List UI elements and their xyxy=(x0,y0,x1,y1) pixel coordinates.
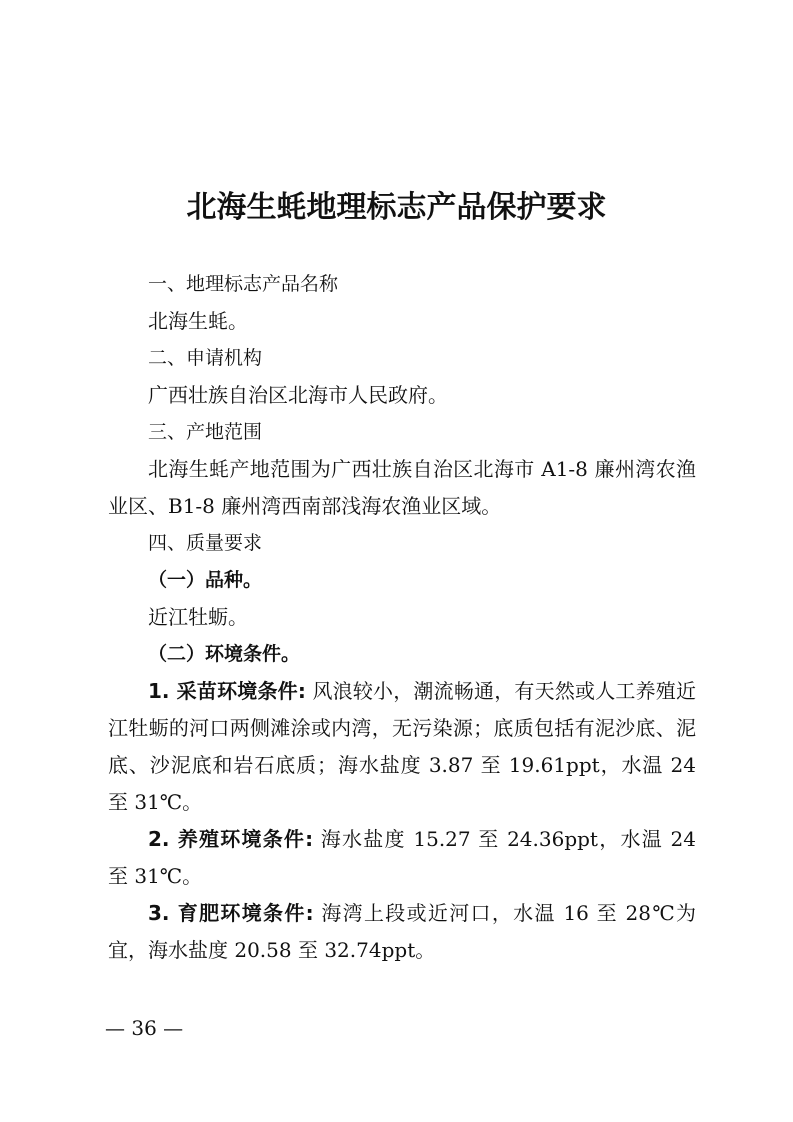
document-title: 北海生蚝地理标志产品保护要求 xyxy=(186,190,607,225)
section-heading: 三、产地范围 xyxy=(148,421,263,443)
section-heading: 四、质量要求 xyxy=(148,532,263,554)
list-item xyxy=(108,821,696,895)
subsection-heading: （二）环境条件。 xyxy=(148,643,301,665)
item-text: 海水盐度 15.27 至 24.36ppt，水温 24 至 31℃。 xyxy=(108,827,696,888)
section-text: 北海生蚝。 xyxy=(148,309,248,333)
section-heading: 二、申请机构 xyxy=(148,347,263,369)
document-body xyxy=(108,266,696,969)
item-lead: 2. 养殖环境条件: xyxy=(148,827,314,851)
item-text: 风浪较小，潮流畅通，有天然或人工养殖近江牡蛎的河口两侧滩涂或内湾，无污染源；底质包括有泥沙底、泥底、沙泥底和岩石底质；海水盐度 3.87 至 19.61ppt，水温 24 至 31℃。 xyxy=(108,679,697,814)
section-text: 北海生蚝产地范围为广西壮族自治区北海市 A1-8 廉州湾农渔业区、B1-8 廉州湾西南部浅海农渔业区域。 xyxy=(108,457,696,518)
item-lead: 3. 育肥环境条件: xyxy=(148,901,314,925)
item-lead: 1. 采苗环境条件: xyxy=(148,679,306,703)
list-item xyxy=(108,895,696,969)
subsection-text: 近江牡蛎。 xyxy=(148,605,248,629)
section-text: 广西壮族自治区北海市人民政府。 xyxy=(148,383,448,407)
item-text: 海湾上段或近河口，水温 16 至 28℃为宜，海水盐度 20.58 至 32.74ppt。 xyxy=(108,901,696,962)
page-number: — 36 — xyxy=(105,1016,184,1040)
section-heading: 一、地理标志产品名称 xyxy=(148,273,339,295)
subsection-heading: （一）品种。 xyxy=(148,569,263,591)
list-item xyxy=(108,673,696,821)
